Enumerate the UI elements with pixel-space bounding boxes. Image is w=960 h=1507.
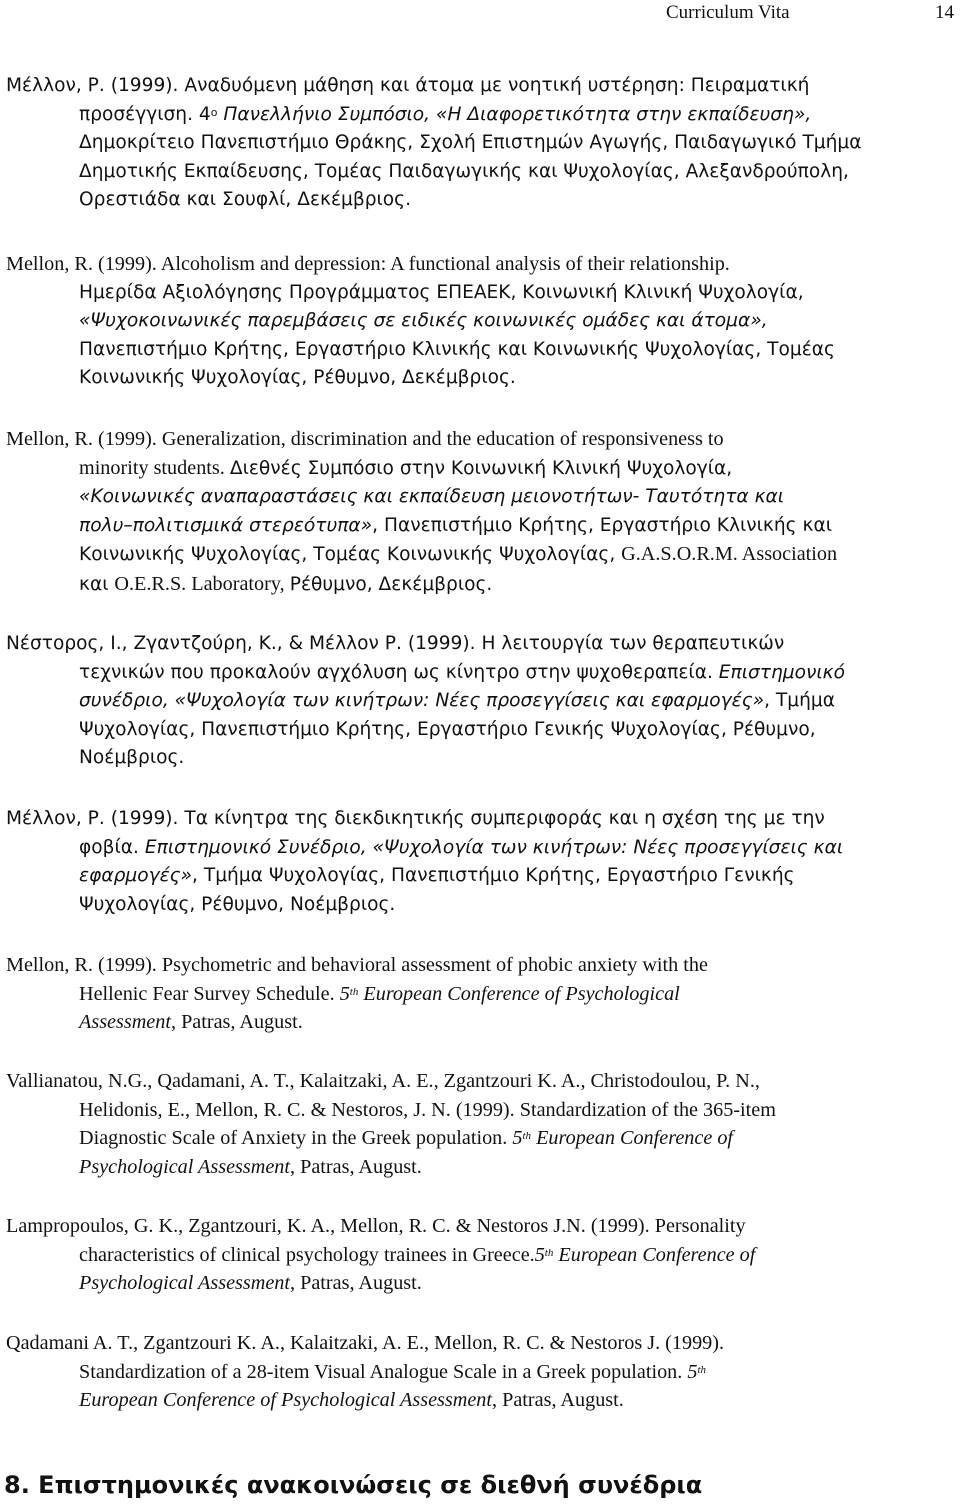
entry-line: Assessment, Patras, August. (79, 1011, 303, 1034)
entry-line: Helidonis, E., Mellon, R. C. & Nestoros, J. N. (1999). Standardization of the 365-item (79, 1098, 776, 1121)
cv-entry (6, 72, 936, 215)
entry-line: φοβία. Επιστημονικό Συνέδριο, «Ψυχολογία των κινήτρων: Νέες προσεγγίσεις και (79, 836, 844, 858)
entry-line: συνέδριο, «Ψυχολογία των κινήτρων: Νέες προσεγγίσεις και εφαρμογές», Τμήμα (79, 690, 835, 712)
entry-line: Qadamani A. T., Zgantzouri K. A., Kalaitzaki, A. E., Mellon, R. C. & Nestoros J. (1999). (6, 1332, 725, 1354)
entry-line: characteristics of clinical psychology trainees in Greece.5th European Conference of (79, 1243, 756, 1266)
entry-line: Ψυχολογίας, Πανεπιστήμιο Κρήτης, Εργαστήριο Γενικής Ψυχολογίας, Ρέθυμνο, (79, 718, 816, 740)
entry-line: «Ψυχοκοινωνικές παρεμβάσεις σε ειδικές κοινωνικές ομάδες και άτομα», (79, 310, 768, 332)
entry-line: εφαρμογές», Τμήμα Ψυχολογίας, Πανεπιστήμιο Κρήτης, Εργαστήριο Γενικής (79, 865, 795, 887)
entry-line: Κοινωνικής Ψυχολογίας, Τομέας Κοινωνικής Ψυχολογίας, G.A.S.O.R.M. Association (79, 543, 838, 566)
entry-line: Ψυχολογίας, Ρέθυμνο, Νοέμβριος. (79, 893, 396, 915)
entry-line: Μέλλον, Ρ. (1999). Αναδυόμενη μάθηση και άτομα με νοητική υστέρηση: Πειραματική (6, 75, 810, 96)
entry-line: προσέγγιση. 4$^o$ Πανελλήνιο Συμπόσιο, «Η Διαφορετικότητα στην εκπαίδευση», (79, 103, 812, 125)
page-header (0, 2, 960, 26)
entry-line: Lampropoulos, G. K., Zgantzouri, K. A., Mellon, R. C. & Nestoros J.N. (1999). Personality (6, 1215, 746, 1237)
superscript: th (522, 1130, 532, 1143)
cv-entry (6, 630, 936, 773)
section-heading: 8. Επιστημονικές ανακοινώσεις σε διεθνή συνέδρια (4, 1471, 703, 1499)
cv-entry (6, 425, 936, 600)
entry-line: Vallianatou, N.G., Qadamani, A. T., Kalaitzaki, A. E., Zgantzouri K. A., Christodoulou, P. N., (6, 1070, 760, 1092)
entry-line: Πανεπιστήμιο Κρήτης, Εργαστήριο Κλινικής και Κοινωνικής Ψυχολογίας, Τομέας (79, 338, 835, 360)
entry-line: Δημοτικής Εκπαίδευσης, Τομέας Παιδαγωγικής και Ψυχολογίας, Αλεξανδρούπολη, (79, 160, 849, 182)
cv-entry (6, 1067, 936, 1181)
entry-line: Standardization of a 28-item Visual Analogue Scale in a Greek population. 5th (79, 1360, 707, 1383)
entry-line: Ημερίδα Αξιολόγησης Προγράμματος ΕΠΕΑΕΚ, Κοινωνική Κλινική Ψυχολογία, (79, 281, 804, 303)
cv-entry (6, 805, 936, 919)
entry-line: Diagnostic Scale of Anxiety in the Greek population. 5th European Conference of (79, 1127, 734, 1150)
entry-line: τεχνικών που προκαλούν αγχόλυση ως κίνητρο στην ψυχοθεραπεία. Επιστημονικό (79, 661, 845, 683)
entry-line: Νοέμβριος. (79, 747, 185, 769)
entry-line: «Κοινωνικές αναπαραστάσεις και εκπαίδευση μειονοτήτων- Ταυτότητα και (79, 486, 785, 508)
entry-line: και O.E.R.S. Laboratory, Ρέθυμνο, Δεκέμβριος. (79, 572, 493, 595)
entry-line: Psychological Assessment, Patras, August. (79, 1155, 422, 1178)
cv-entry (6, 951, 936, 1037)
entry-line: Νέστορος, Ι., Ζγαντζούρη, Κ., & Μέλλον Ρ. (1999). Η λειτουργία των θεραπευτικών (6, 633, 785, 654)
entry-line: Ορεστιάδα και Σουφλί, Δεκέμβριος. (79, 189, 412, 211)
entry-line: Mellon, R. (1999). Psychometric and behavioral assessment of phobic anxiety with the (6, 954, 708, 976)
superscript: th (544, 1246, 554, 1259)
entry-line: Μέλλον, Ρ. (1999). Τα κίνητρα της διεκδικητικής συμπεριφοράς και η σχέση της με την (6, 808, 825, 829)
superscript: o (210, 105, 218, 119)
entry-line: Κοινωνικής Ψυχολογίας, Ρέθυμνο, Δεκέμβριος. (79, 367, 516, 389)
page-number: 14 (935, 2, 954, 23)
entry-line: Δημοκρίτειο Πανεπιστήμιο Θράκης, Σχολή Επιστημών Αγωγής, Παιδαγωγικό Τμήμα (79, 132, 862, 154)
superscript: th (697, 1363, 707, 1376)
running-title: Curriculum Vita (666, 2, 790, 23)
entry-line: European Conference of Psychological Assessment, Patras, August. (79, 1389, 624, 1412)
entry-line: Mellon, R. (1999). Generalization, discrimination and the education of responsiveness to (6, 428, 724, 450)
entry-line: minority students. Διεθνές Συμπόσιο στην Κοινωνική Κλινική Ψυχολογία, (79, 456, 733, 479)
cv-entry (6, 1212, 936, 1298)
entry-line: Psychological Assessment, Patras, August. (79, 1272, 422, 1295)
cv-entry (6, 250, 936, 393)
entry-line: πολυ–πολιτισμικά στερεότυπα», Πανεπιστήμιο Κρήτης, Εργαστήριο Κλινικής και (79, 514, 832, 536)
entry-line: Mellon, R. (1999). Alcoholism and depression: A functional analysis of their relationship. (6, 253, 730, 275)
superscript: th (349, 985, 359, 998)
entry-line: Hellenic Fear Survey Schedule. 5th European Conference of Psychological (79, 982, 680, 1005)
cv-entry (6, 1329, 936, 1415)
